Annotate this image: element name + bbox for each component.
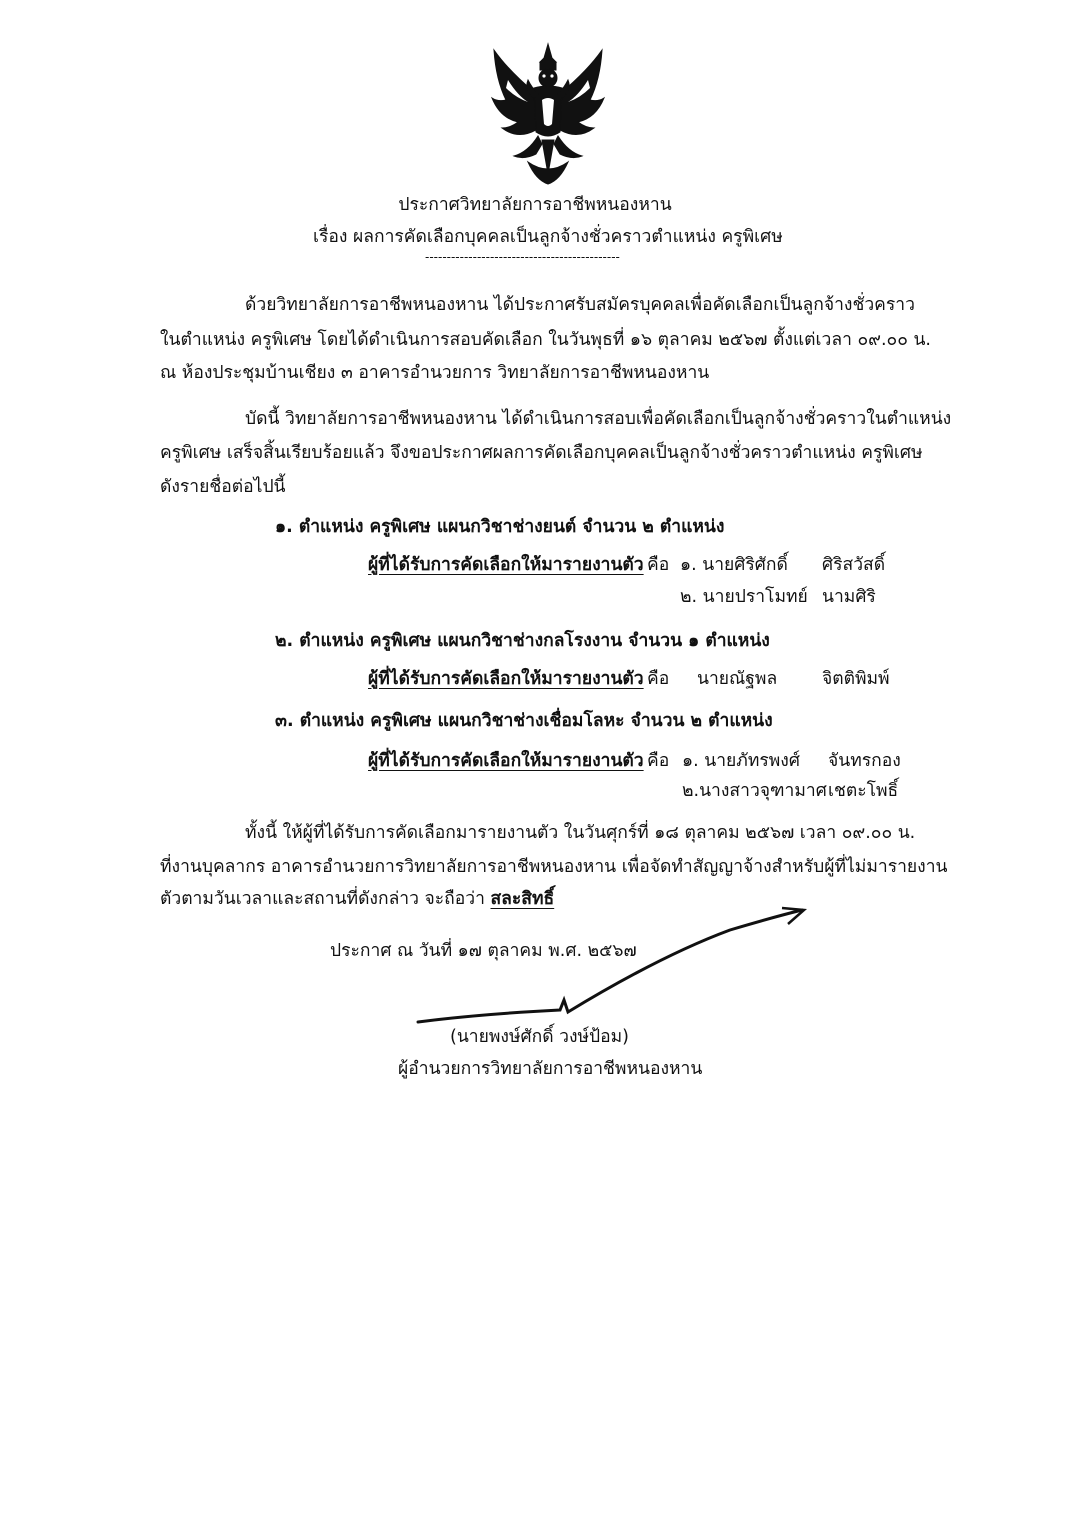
paragraph-3-line-2: ที่งานบุคลากร อาคารอำนวยการวิทยาลัยการอาชีพหนองหาน เพื่อจัดทำสัญญาจ้างสำหรับผู้ที่ไม่มารายงาน	[160, 857, 948, 877]
garuda-emblem-icon	[488, 40, 608, 190]
person-first-name: ๒. นายปราโมทย์	[680, 587, 808, 607]
paragraph-1-line-1: ด้วยวิทยาลัยการอาชีพหนองหาน ได้ประกาศรับสมัครบุคคลเพื่อคัดเลือกเป็นลูกจ้างชั่วคราว	[245, 295, 915, 315]
selected-label: ผู้ที่ได้รับการคัดเลือกให้มารายงานตัว	[368, 555, 644, 575]
person-last-name: ศิริสวัสดิ์	[822, 555, 886, 575]
person-last-name: เชตะโพธิ์	[828, 781, 899, 801]
paragraph-3-line-1: ทั้งนี้ ให้ผู้ที่ได้รับการคัดเลือกมารายงานตัว ในวันศุกร์ที่ ๑๘ ตุลาคม ๒๕๖๗ เวลา ๐๙.๐๐ น.	[245, 823, 916, 843]
paragraph-2-line-2: ครูพิเศษ เสร็จสิ้นเรียบร้อยแล้ว จึงขอประกาศผลการคัดเลือกบุคคลเป็นลูกจ้างชั่วคราวตำแหน่ง ครูพิเศษ	[160, 443, 923, 463]
position-heading: ๑. ตำแหน่ง ครูพิเศษ แผนกวิชาช่างยนต์ จำนวน ๒ ตำแหน่ง	[275, 517, 725, 537]
announcement-date: ประกาศ ณ วันที่ ๑๗ ตุลาคม พ.ศ. ๒๕๖๗	[330, 941, 637, 961]
signatory-name: (นายพงษ์ศักดิ์ วงษ์ป้อม)	[450, 1027, 630, 1047]
announcement-title: ประกาศวิทยาลัยการอาชีพหนองหาน	[398, 195, 672, 215]
person-last-name: จันทรกอง	[828, 751, 901, 771]
forfeit-notice-prefix: ตัวตามวันเวลาและสถานที่ดังกล่าว จะถือว่า	[160, 889, 491, 909]
forfeit-emphasis: สละสิทธิ์	[490, 889, 555, 909]
person-first-name: ๑. นายศิริศักดิ์	[680, 555, 788, 575]
signature-icon	[410, 900, 820, 1030]
signatory-title: ผู้อำนวยการวิทยาลัยการอาชีพหนองหาน	[398, 1059, 703, 1079]
is-word: คือ	[647, 555, 670, 575]
position-heading: ๒. ตำแหน่ง ครูพิเศษ แผนกวิชาช่างกลโรงงาน จำนวน ๑ ตำแหน่ง	[275, 631, 770, 651]
announcement-subject: เรื่อง ผลการคัดเลือกบุคคลเป็นลูกจ้างชั่วคราวตำแหน่ง ครูพิเศษ	[313, 227, 783, 247]
paragraph-1-line-3: ณ ห้องประชุมบ้านเชียง ๓ อาคารอำนวยการ วิทยาลัยการอาชีพหนองหาน	[160, 363, 710, 383]
paragraph-2-line-3: ดังรายชื่อต่อไปนี้	[160, 477, 286, 497]
person-last-name: จิตติพิมพ์	[822, 669, 890, 689]
paragraph-2-line-1: บัดนี้ วิทยาลัยการอาชีพหนองหาน ได้ดำเนินการสอบเพื่อคัดเลือกเป็นลูกจ้างชั่วคราวในตำแหน่ง	[245, 409, 952, 429]
paragraph-1-line-2: ในตำแหน่ง ครูพิเศษ โดยได้ดำเนินการสอบคัดเลือก ในวันพุธที่ ๑๖ ตุลาคม ๒๕๖๗ ตั้งแต่เวลา ๐๙.๐๐ น.	[160, 330, 931, 350]
selected-label: ผู้ที่ได้รับการคัดเลือกให้มารายงานตัว	[368, 751, 644, 771]
person-first-name: ๑. นายภัทรพงศ์	[682, 751, 800, 771]
header-divider: ---------------------------------------------	[425, 250, 620, 264]
selected-label: ผู้ที่ได้รับการคัดเลือกให้มารายงานตัว	[368, 669, 644, 689]
is-word: คือ	[647, 669, 670, 689]
is-word: คือ	[647, 751, 670, 771]
person-first-name: ๒.นางสาวจุฑามาศ	[682, 781, 827, 801]
position-heading: ๓. ตำแหน่ง ครูพิเศษ แผนกวิชาช่างเชื่อมโลหะ จำนวน ๒ ตำแหน่ง	[275, 711, 773, 731]
person-first-name: นายณัฐพล	[697, 669, 778, 689]
person-last-name: นามศิริ	[822, 587, 876, 607]
